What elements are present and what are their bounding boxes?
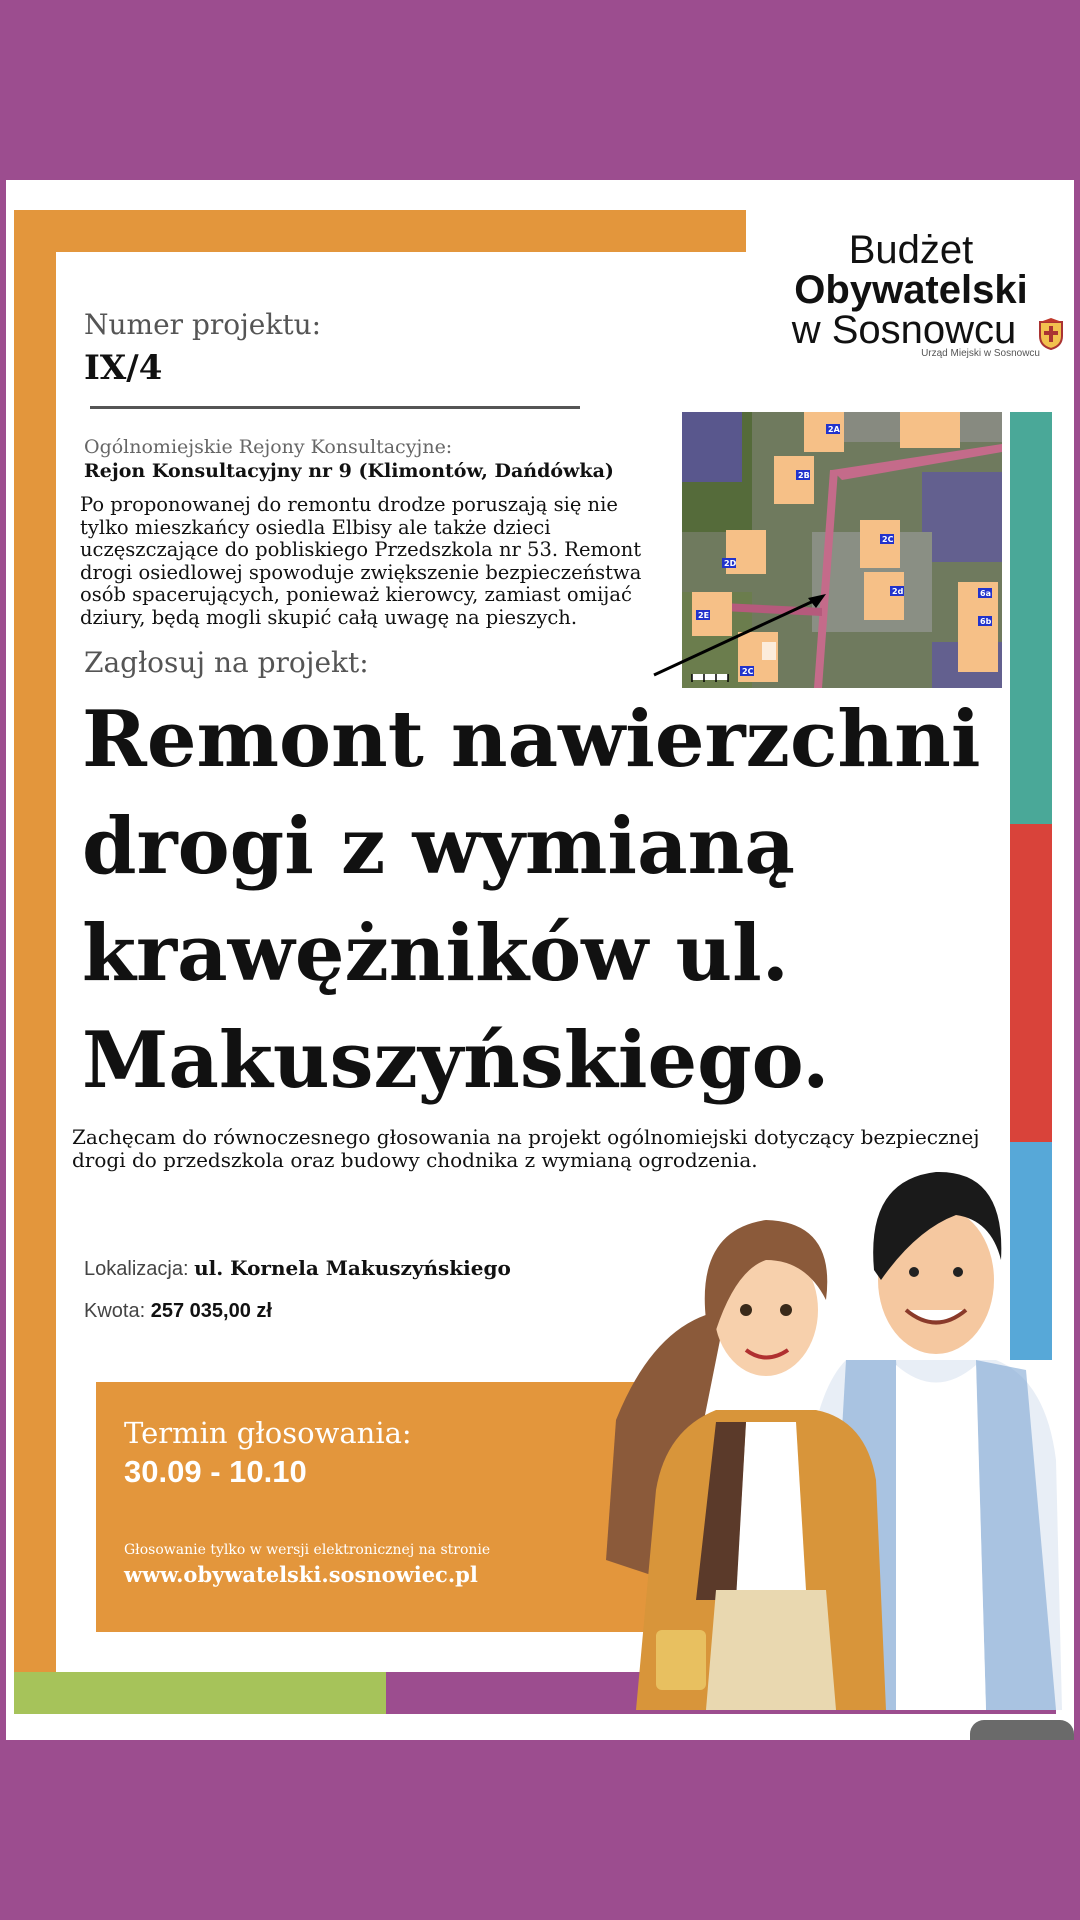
cartoon-people-illustration (596, 1160, 1062, 1710)
encouragement-note: Zachęcam do równoczesnego głosowania na projekt ogólnomiejski dotyczący bezpiecznej drogi do przedszkola oraz budowy chodnika z wymianą ogrodzenia. (72, 1125, 980, 1172)
map-label: 2D (724, 559, 737, 568)
corner-tab (970, 1720, 1074, 1740)
logo-line-2: Obywatelski (794, 268, 1028, 312)
region-label: Ogólnomiejskie Rejony Konsultacyjne: (84, 436, 453, 458)
poster (6, 180, 1074, 1740)
vote-label: Zagłosuj na projekt: (84, 646, 369, 679)
amount-value: 257 035,00 zł (150, 1300, 272, 1322)
map-pointer-arrow (654, 590, 834, 680)
logo-line-1: Budżet (848, 228, 974, 272)
teal-side-stripe (1010, 412, 1052, 824)
map-label: 2d (892, 587, 904, 596)
voting-term-label: Termin głosowania: (124, 1416, 412, 1450)
region-value: Rejon Konsultacyjny nr 9 (Klimontów, Dańdówka) (84, 460, 614, 482)
location-label: Lokalizacja: (84, 1258, 189, 1280)
location-value: ul. Kornela Makuszyńskiego (194, 1256, 511, 1280)
map-label: 2C (742, 667, 754, 676)
voting-url[interactable]: www.obywatelski.sosnowiec.pl (124, 1562, 478, 1587)
orange-frame-top (14, 210, 746, 252)
map-label: 2A (828, 425, 840, 434)
map-label: 2B (798, 471, 810, 480)
amount-row (84, 1300, 272, 1323)
budget-logo (776, 230, 1066, 360)
voting-info-box (96, 1382, 656, 1632)
map-label: 6b (980, 617, 992, 626)
location-row (84, 1256, 511, 1281)
orange-frame-left (14, 210, 56, 1672)
logo-line-3: w Sosnowcu (791, 308, 1017, 352)
project-title: Remont nawierzchni drogi z wymianą krawężników ul. Makuszyńskiego. (82, 694, 981, 1106)
city-crest-icon (1038, 316, 1064, 350)
map-label: 2E (698, 611, 710, 620)
green-frame-bottom (14, 1672, 386, 1714)
voting-info: Głosowanie tylko w wersji elektronicznej na stronie (124, 1542, 491, 1558)
project-description: Po proponowanej do remontu drodze poruszają się nie tylko mieszkańcy osiedla Elbisy ale także dzieci uczęszczające do pobliskiego Przedszkola nr 53. Remont drogi osiedlowej spowoduje zwiększenie bezpieczeństwa osób spacerujących, ponieważ kierowcy, zamiast omijać dziury, będą mogli skupić całą uwagę na pieszych. (80, 493, 642, 629)
voting-dates: 30.09 - 10.10 (124, 1454, 307, 1489)
logo-subtitle: Urząd Miejski w Sosnowcu (921, 348, 1040, 359)
map-label: 6a (980, 589, 991, 598)
map-label: 2C (882, 535, 894, 544)
amount-label: Kwota: (84, 1300, 146, 1322)
project-number: IX/4 (84, 348, 163, 388)
divider (90, 406, 580, 409)
red-side-stripe (1010, 824, 1052, 1142)
project-number-label: Numer projektu: (84, 308, 322, 341)
